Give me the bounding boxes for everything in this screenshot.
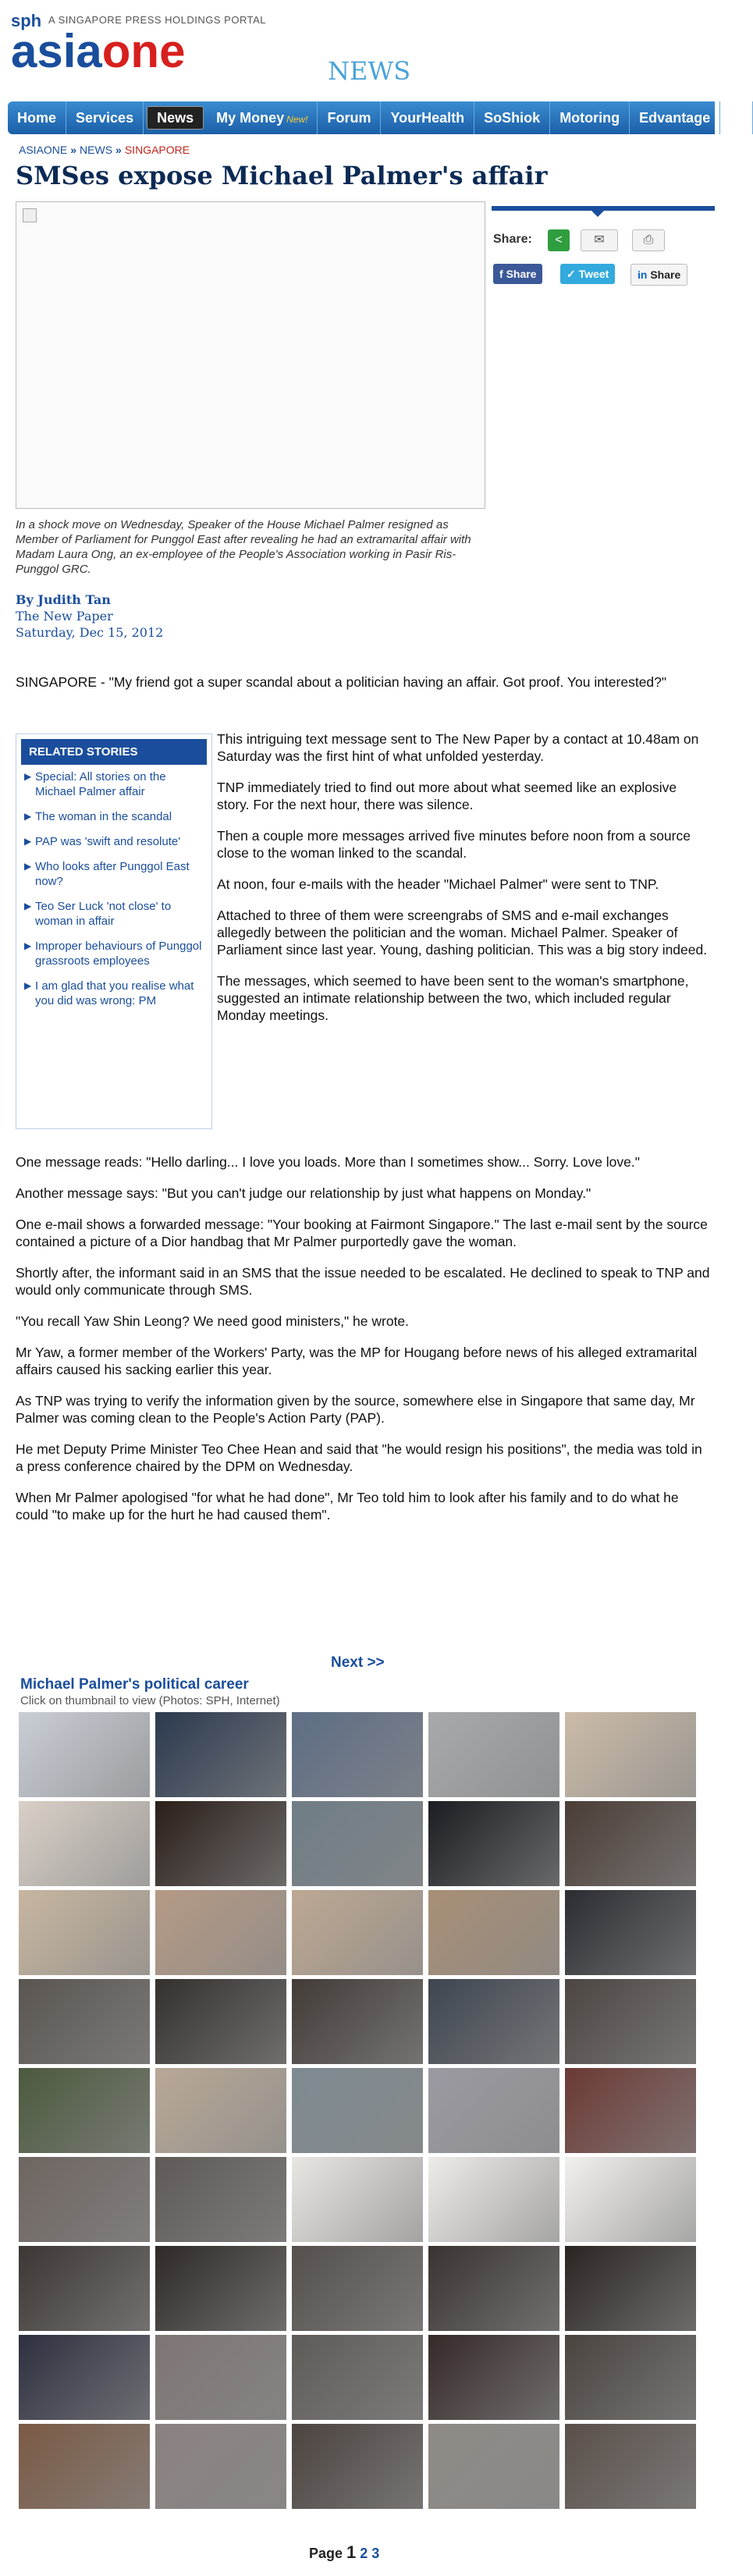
gallery-thumbnail[interactable]	[19, 2068, 150, 2153]
page-3-link[interactable]: 3	[371, 2546, 380, 2561]
next-page-link[interactable]: Next >>	[331, 1654, 385, 1671]
gallery-thumbnail[interactable]	[292, 1979, 423, 2064]
gallery-thumbnail[interactable]	[565, 1979, 696, 2064]
gallery-thumbnail[interactable]	[19, 2424, 150, 2509]
nav-forum[interactable]: Forum	[318, 101, 381, 134]
body-paragraph: Then a couple more messages arrived five minutes before noon from a source close to the woman linked to the scandal.	[217, 828, 691, 861]
arrow-icon: ▶	[24, 771, 32, 782]
divider-notch-icon	[591, 211, 604, 217]
body-paragraph: Shortly after, the informant said in an SMS that the issue needed to be escalated. He declined to speak to TNP and would only communicate through SMS.	[16, 1265, 710, 1298]
gallery-thumbnail[interactable]	[428, 1890, 559, 1975]
gallery-thumbnail[interactable]	[19, 1979, 150, 2064]
nav-services[interactable]: Services	[66, 101, 144, 134]
photo-caption: In a shock move on Wednesday, Speaker of the House Michael Palmer resigned as Member of Parliament for Punggol East after revealing he had an extramarital affair with Madam Laura Ong, an ex-employee of the People's Association working in Pasir Ris-Punggol GRC.	[16, 518, 471, 576]
gallery-thumbnail[interactable]	[292, 1890, 423, 1975]
gallery-subtitle: Click on thumbnail to view (Photos: SPH, Internet)	[20, 1694, 280, 1707]
gallery-thumbnail[interactable]	[19, 2157, 150, 2242]
arrow-icon: ▶	[24, 836, 32, 847]
gallery-thumbnail[interactable]	[155, 2157, 286, 2242]
nav-motoring[interactable]: Motoring	[550, 101, 630, 134]
pagination	[309, 2542, 379, 2563]
gallery-thumbnail[interactable]	[428, 2157, 559, 2242]
gallery-thumbnail[interactable]	[428, 1979, 559, 2064]
logo-one: one	[101, 25, 186, 77]
gallery-thumbnail[interactable]	[292, 2424, 423, 2509]
gallery-thumbnail[interactable]	[428, 2424, 559, 2509]
gallery-thumbnail[interactable]	[155, 1801, 286, 1886]
print-icon[interactable]: ⎙	[632, 229, 665, 251]
article-body	[16, 1153, 710, 1537]
gallery-thumbnail[interactable]	[292, 2246, 423, 2331]
gallery-thumbnail[interactable]	[292, 2157, 423, 2242]
nav-news[interactable]: News	[147, 106, 204, 130]
gallery-thumbnail[interactable]	[428, 2246, 559, 2331]
main-nav	[8, 101, 744, 134]
gallery-thumbnail[interactable]	[565, 1801, 696, 1886]
twitter-icon: ✓	[567, 268, 579, 280]
pagination-label: Page	[309, 2546, 343, 2561]
gallery-thumbnail[interactable]	[428, 1712, 559, 1797]
body-paragraph: This intriguing text message sent to The New Paper by a contact at 10.48am on Saturday was the first hint of what unfolded yesterday.	[217, 731, 699, 764]
body-paragraph: When Mr Palmer apologised "for what he had done", Mr Teo told him to look after his family and to do what he could "to make up for the hurt he had caused them".	[16, 1490, 679, 1523]
breadcrumb-separator-icon: »	[70, 144, 77, 156]
related-stories	[16, 734, 212, 1129]
arrow-icon: ▶	[24, 811, 32, 822]
body-paragraph: Attached to three of them were screengrabs of SMS and e-mail exchanges allegedly between the politician and the woman. Michael Palmer. Speaker of Parliament since last year. Young, dashing politician. This was a big story indeed.	[217, 908, 708, 958]
gallery-thumbnail[interactable]	[155, 1712, 286, 1797]
byline	[16, 592, 163, 641]
source: The New Paper	[16, 609, 113, 624]
body-paragraph: TNP immediately tried to find out more about what seemed like an explosive story. For the next hour, there was silence.	[217, 780, 677, 812]
arrow-icon: ▶	[24, 940, 32, 951]
breadcrumb-separator-icon: »	[115, 144, 122, 156]
asiaone-logo[interactable]	[11, 25, 186, 77]
broken-image-icon	[23, 208, 37, 222]
related-link[interactable]: ▶ Improper behaviours of Punggol grassroots employees	[24, 940, 202, 968]
related-link[interactable]: ▶ Teo Ser Luck 'not close' to woman in affair	[24, 900, 172, 928]
nav-edvantage[interactable]: Edvantage	[630, 101, 720, 134]
gallery-thumbnail[interactable]	[292, 1712, 423, 1797]
arrow-icon: ▶	[24, 901, 32, 911]
gallery-thumbnail[interactable]	[19, 1801, 150, 1886]
related-link[interactable]: ▶ Special: All stories on the Michael Palmer affair	[24, 770, 166, 798]
new-badge: New!	[286, 114, 308, 125]
nav-yourhealth[interactable]: YourHealth	[381, 101, 474, 134]
gallery-thumbnail[interactable]	[155, 2335, 286, 2420]
gallery-thumbnail[interactable]	[155, 1890, 286, 1975]
body-paragraph: He met Deputy Prime Minister Teo Chee Hean and said that "he would resign his positions", the media was told in a press conference chaired by the DPM on Wednesday.	[16, 1441, 702, 1474]
gallery-thumbnail[interactable]	[155, 2246, 286, 2331]
related-link[interactable]: ▶ Who looks after Punggol East now?	[24, 860, 190, 888]
article-title: SMSes expose Michael Palmer's affair	[16, 161, 548, 190]
gallery-thumbnail[interactable]	[155, 2068, 286, 2153]
gallery-title[interactable]: Michael Palmer's political career	[20, 1676, 249, 1693]
gallery-thumbnail[interactable]	[19, 1890, 150, 1975]
author: By Judith Tan	[16, 592, 111, 607]
share-label: Share:	[493, 233, 532, 246]
gallery-thumbnail[interactable]	[428, 1801, 559, 1886]
nav-soshiok[interactable]: SoShiok	[474, 101, 550, 134]
gallery-thumbnail[interactable]	[292, 1801, 423, 1886]
sph-tagline: A SINGAPORE PRESS HOLDINGS PORTAL	[48, 14, 266, 26]
gallery-thumbnail[interactable]	[19, 2246, 150, 2331]
publish-date: Saturday, Dec 15, 2012	[16, 625, 164, 640]
email-icon[interactable]: ✉	[581, 229, 618, 251]
gallery-thumbnail[interactable]	[428, 2335, 559, 2420]
breadcrumb	[19, 144, 190, 156]
body-paragraph: As TNP was trying to verify the information given by the source, somewhere else in Singapore that same day, Mr Palmer was coming clean to the People's Action Party (PAP).	[16, 1393, 695, 1426]
section-title: NEWS	[328, 56, 411, 86]
gallery-thumbnail[interactable]	[565, 1890, 696, 1975]
breadcrumb-asiaone[interactable]: ASIAONE	[19, 144, 68, 156]
arrow-icon: ▶	[24, 861, 32, 872]
body-paragraph: One message reads: "Hello darling... I love you loads. More than I sometimes show... Sorry. Love love."	[16, 1154, 640, 1170]
gallery-thumbnail[interactable]	[155, 1979, 286, 2064]
article-photo[interactable]	[16, 201, 485, 509]
facebook-share-button[interactable]: f Share	[493, 264, 542, 284]
body-paragraph: Another message says: "But you can't judge our relationship by just what happens on Monday."	[16, 1185, 591, 1201]
body-paragraph: At noon, four e-mails with the header "Michael Palmer" were sent to TNP.	[217, 876, 659, 892]
body-paragraph: Mr Yaw, a former member of the Workers' Party, was the MP for Hougang before news of his alleged extramarital affairs caused his sacking earlier this year.	[16, 1345, 698, 1377]
breadcrumb-singapore[interactable]: SINGAPORE	[124, 144, 190, 156]
body-paragraph: The messages, which seemed to have been sent to the woman's smartphone, suggested an intimate relationship between the two, which included regular Monday meetings.	[217, 973, 689, 1023]
gallery-thumbnail[interactable]	[565, 1712, 696, 1797]
related-link[interactable]: ▶ PAP was 'swift and resolute'	[24, 835, 181, 848]
nav-more[interactable]: Pl	[720, 101, 753, 134]
linkedin-icon: in	[638, 268, 651, 281]
related-link[interactable]: ▶ The woman in the scandal	[24, 810, 172, 823]
gallery-thumbnail[interactable]	[565, 2157, 696, 2242]
gallery-thumbnail[interactable]	[428, 2068, 559, 2153]
body-paragraph: "You recall Yaw Shin Leong? We need good ministers," he wrote.	[16, 1313, 410, 1329]
facebook-icon: f	[499, 268, 506, 280]
share-icon[interactable]: <	[548, 229, 570, 251]
related-link[interactable]: ▶ I am glad that you realise what you did was wrong: PM	[24, 979, 194, 1007]
sph-logo[interactable]: sph	[11, 11, 42, 30]
nav-home[interactable]: Home	[8, 101, 66, 134]
gallery-thumbnail[interactable]	[155, 2424, 286, 2509]
gallery-thumbnail[interactable]	[565, 2068, 696, 2153]
breadcrumb-news[interactable]: NEWS	[80, 144, 113, 156]
gallery-thumbnail[interactable]	[565, 2335, 696, 2420]
arrow-icon: ▶	[24, 980, 32, 991]
body-paragraph: One e-mail shows a forwarded message: "Your booking at Fairmont Singapore." The last e-mail sent by the source contained a picture of a Dior handbag that Mr Palmer purportedly gave the woman.	[16, 1217, 708, 1249]
gallery-thumbnail[interactable]	[292, 2068, 423, 2153]
lede-paragraph: SINGAPORE - "My friend got a super scandal about a politician having an affair. Got proof. You interested?"	[16, 674, 667, 690]
gallery-thumbnail[interactable]	[19, 2335, 150, 2420]
gallery-thumbnail[interactable]	[19, 1712, 150, 1797]
nav-my-money[interactable]: My Money New!	[207, 101, 318, 134]
gallery-thumbnail[interactable]	[565, 2424, 696, 2509]
article-body-column	[217, 730, 709, 1038]
linkedin-share-button[interactable]: in Share	[630, 264, 687, 286]
share-panel	[492, 206, 715, 290]
tweet-button[interactable]: ✓ Tweet	[560, 264, 615, 284]
page-1-link[interactable]: 1	[346, 2542, 357, 2562]
gallery-thumbnail[interactable]	[565, 2246, 696, 2331]
page-2-link[interactable]: 2	[360, 2546, 368, 2561]
related-heading: RELATED STORIES	[21, 739, 207, 765]
logo-asia: asia	[11, 25, 102, 77]
gallery-thumbnail[interactable]	[292, 2335, 423, 2420]
